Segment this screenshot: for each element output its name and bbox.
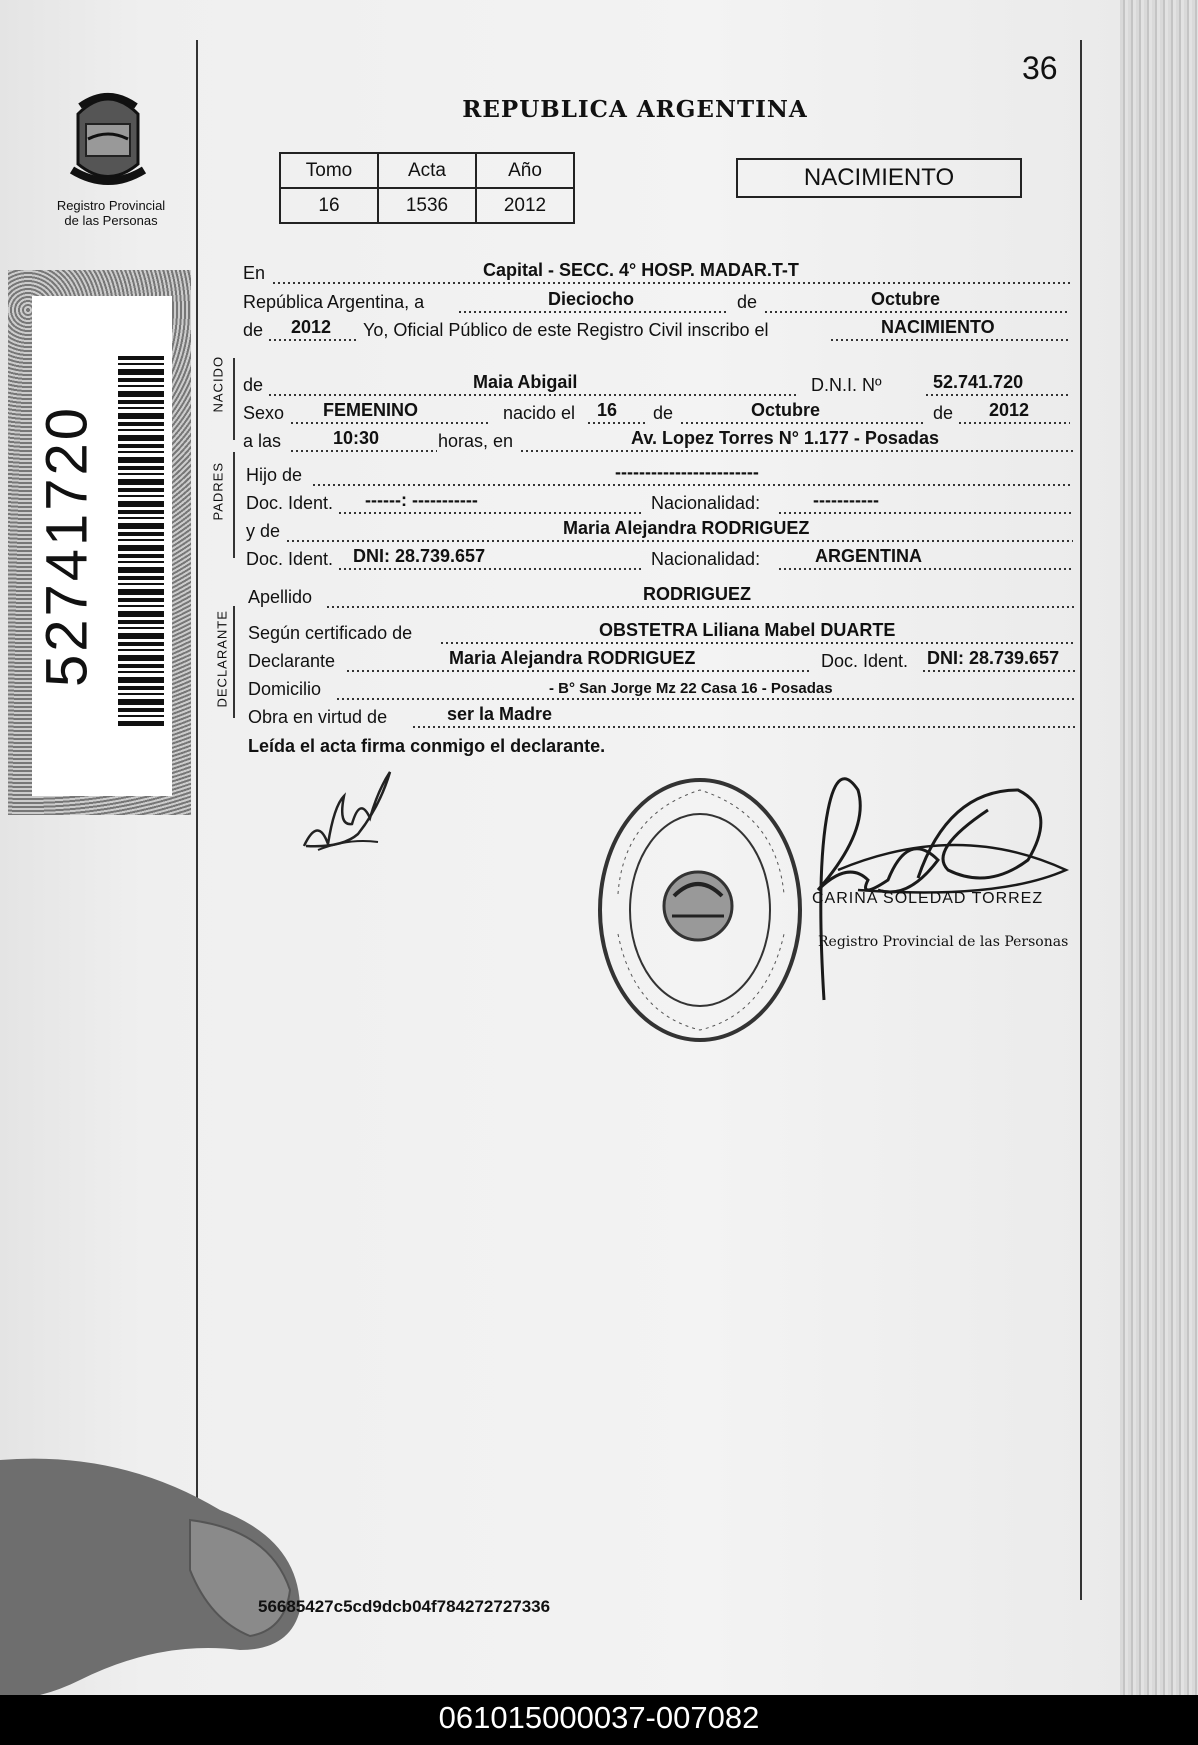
label-hijo-de: Hijo de bbox=[246, 465, 303, 485]
value-domicilio: - B° San Jorge Mz 22 Casa 16 - Posadas bbox=[549, 680, 833, 697]
row-declarante bbox=[243, 650, 1073, 674]
row-republica bbox=[243, 291, 1073, 315]
barcode-number-text: 52741720 bbox=[34, 404, 100, 688]
label-obra: Obra en virtud de bbox=[248, 707, 388, 727]
label-declarante: Declarante bbox=[248, 651, 336, 671]
value-padre: ------------------------ bbox=[615, 462, 759, 482]
value-month: Octubre bbox=[871, 289, 941, 309]
bottom-document-id: 061015000037-007082 bbox=[438, 1700, 760, 1735]
label-de-birth-month: de bbox=[653, 403, 674, 423]
value-day: Dieciocho bbox=[548, 289, 635, 309]
label-certificado: Según certificado de bbox=[248, 623, 413, 643]
barcode-bars bbox=[118, 356, 164, 726]
barcode-number bbox=[32, 296, 102, 796]
label-doc-declarante: Doc. Ident. bbox=[821, 651, 909, 671]
label-doc-madre: Doc. Ident. bbox=[246, 549, 334, 569]
label-de-birth-year: de bbox=[933, 403, 954, 423]
label-oficial: Yo, Oficial Público de este Registro Civil inscribo el bbox=[363, 320, 769, 340]
section-padres bbox=[198, 462, 238, 521]
value-hora: 10:30 bbox=[333, 428, 380, 448]
stamp-org: Registro Provincial de las Personas bbox=[818, 934, 1069, 950]
value-obra: ser la Madre bbox=[447, 704, 553, 724]
act-type-box: NACIMIENTO bbox=[736, 158, 1022, 198]
registry-line-1: Registro Provincial bbox=[56, 198, 166, 213]
document-title: REPUBLICA ARGENTINA bbox=[462, 96, 808, 123]
value-birth-year: 2012 bbox=[989, 400, 1030, 420]
label-nacido-el: nacido el bbox=[503, 403, 576, 423]
row-year bbox=[243, 319, 1073, 343]
label-a-las: a las bbox=[243, 431, 282, 451]
page-number: 36 bbox=[1022, 50, 1058, 86]
value-nombre: Maia Abigail bbox=[473, 372, 578, 392]
left-margin-line bbox=[196, 40, 198, 1510]
label-de-month: de bbox=[737, 292, 758, 312]
label-apellido: Apellido bbox=[248, 587, 313, 607]
row-doc-padre bbox=[243, 492, 1073, 516]
label-horas-en: horas, en bbox=[438, 431, 514, 451]
label-nacionalidad-madre: Nacionalidad: bbox=[651, 549, 761, 569]
value-doc-declarante: DNI: 28.739.657 bbox=[927, 648, 1060, 668]
label-nacionalidad-padre: Nacionalidad: bbox=[651, 493, 761, 513]
row-hijo bbox=[243, 464, 1073, 488]
row-en bbox=[243, 262, 1073, 286]
row-obra bbox=[243, 706, 1073, 730]
value-doc-padre: ------: ----------- bbox=[365, 490, 478, 510]
value-apellido: RODRIGUEZ bbox=[643, 584, 751, 604]
label-republica: República Argentina, a bbox=[243, 292, 425, 312]
row-certificado bbox=[243, 622, 1073, 646]
value-en: Capital - SECC. 4° HOSP. MADAR.T-T bbox=[483, 260, 799, 280]
label-doc-padre: Doc. Ident. bbox=[246, 493, 334, 513]
value-declarante: Maria Alejandra RODRIGUEZ bbox=[449, 648, 696, 668]
value-birth-month: Octubre bbox=[751, 400, 821, 420]
value-act-kind: NACIMIENTO bbox=[881, 317, 995, 337]
declarant-signature bbox=[298, 766, 418, 862]
official-seal bbox=[594, 774, 806, 1046]
value-dni: 52.741.720 bbox=[933, 372, 1024, 392]
label-de-nombre: de bbox=[243, 375, 264, 395]
registration-table bbox=[279, 152, 575, 224]
header-tomo: Tomo bbox=[280, 153, 378, 188]
value-nacionalidad-madre: ARGENTINA bbox=[815, 546, 922, 566]
label-domicilio: Domicilio bbox=[248, 679, 322, 699]
row-doc-madre bbox=[243, 548, 1073, 572]
value-birth-day: 16 bbox=[597, 400, 618, 420]
document-hash: 56685427c5cd9dcb04f784272727336 bbox=[258, 1597, 551, 1616]
row-hora bbox=[243, 430, 1073, 454]
section-padres-text: PADRES bbox=[210, 462, 226, 521]
official-signature bbox=[798, 750, 1078, 1020]
registry-line-2: de las Personas bbox=[64, 213, 158, 228]
row-nombre bbox=[243, 374, 1073, 398]
stamp-name: CARINA SOLEDAD TORREZ bbox=[812, 890, 1044, 907]
value-nacionalidad-padre: ----------- bbox=[813, 490, 879, 510]
section-nacido-text: NACIDO bbox=[210, 355, 226, 413]
right-margin-line bbox=[1080, 40, 1082, 1600]
label-de-year: de bbox=[243, 320, 264, 340]
value-madre: Maria Alejandra RODRIGUEZ bbox=[563, 518, 810, 538]
row-madre bbox=[243, 520, 1073, 544]
value-certificado: OBSTETRA Liliana Mabel DUARTE bbox=[599, 620, 896, 640]
label-dni: D.N.I. Nº bbox=[811, 375, 882, 395]
row-sexo bbox=[243, 402, 1073, 426]
reading-note: Leída el acta firma conmigo el declarante. bbox=[248, 736, 606, 756]
header-acta: Acta bbox=[378, 153, 476, 188]
value-year: 2012 bbox=[291, 317, 332, 337]
header-ano: Año bbox=[476, 153, 574, 188]
registry-name bbox=[42, 198, 180, 228]
value-ano: 2012 bbox=[476, 188, 574, 223]
thumb bbox=[0, 1450, 310, 1700]
row-domicilio bbox=[243, 678, 1073, 702]
section-nacido bbox=[198, 355, 238, 413]
value-sexo: FEMENINO bbox=[323, 400, 419, 420]
value-tomo: 16 bbox=[280, 188, 378, 223]
label-sexo: Sexo bbox=[243, 403, 285, 423]
value-doc-madre: DNI: 28.739.657 bbox=[353, 546, 486, 566]
row-apellido bbox=[243, 586, 1073, 610]
value-lugar: Av. Lopez Torres N° 1.177 - Posadas bbox=[631, 428, 939, 448]
page-edges bbox=[1120, 0, 1198, 1695]
label-y-de: y de bbox=[246, 521, 281, 541]
label-en: En bbox=[243, 263, 266, 283]
value-acta: 1536 bbox=[378, 188, 476, 223]
province-logo bbox=[58, 84, 158, 194]
section-declarante-text: DECLARANTE bbox=[214, 610, 230, 708]
